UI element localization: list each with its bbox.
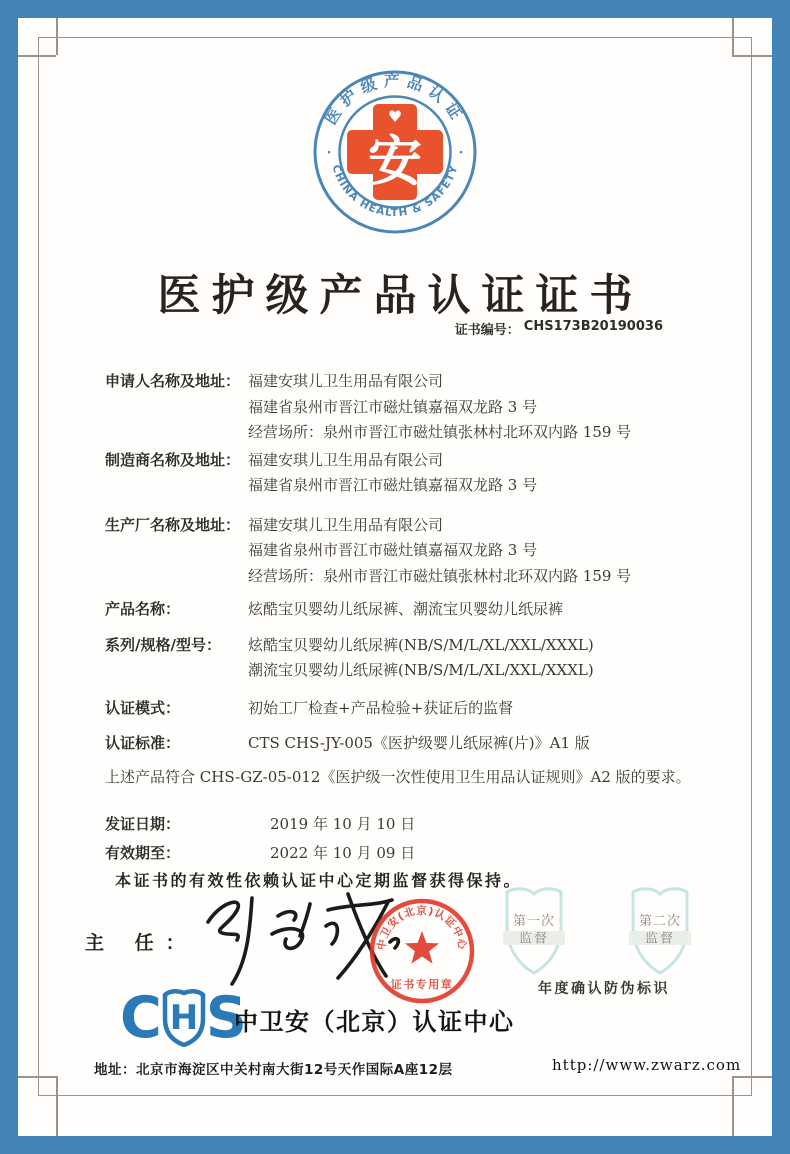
certificate-title: 医护级产品认证证书 (157, 271, 644, 321)
field-label: 生产厂名称及地址： (105, 515, 241, 534)
star-icon (405, 931, 439, 964)
field-value (248, 731, 705, 757)
official-stamp (367, 896, 477, 1006)
emblem-arc-top-text: 医护级产品认证 (321, 71, 469, 128)
field-row-series-spec (105, 633, 705, 684)
stamp-bottom-text: 证书专用章 (390, 978, 454, 991)
field-value-line: 经营场所：泉州市晋江市磁灶镇张林村北环双内路 159 号 (248, 566, 632, 585)
field-row-factory (105, 513, 705, 590)
chs-logo-letter-c: C (120, 985, 162, 1051)
field-row-cert-standard (105, 731, 705, 757)
field-value (248, 369, 705, 446)
field-value-line: CTS CHS-JY-005《医护级婴儿纸尿裤(片)》A1 版 (248, 734, 590, 752)
field-value-line: 福建省泉州市晋江市磁灶镇嘉福双龙路 3 号 (248, 541, 538, 559)
border-corner-line (732, 55, 772, 57)
emblem-dot-right: · (458, 145, 464, 161)
field-value-line: 炫酷宝贝婴幼儿纸尿裤、潮流宝贝婴幼儿纸尿裤 (248, 600, 564, 618)
field-label: 认证模式： (105, 698, 181, 717)
field-value (248, 513, 705, 590)
certification-emblem (311, 64, 479, 240)
field-value (248, 633, 705, 684)
issuer-website: http://www.zwarz.com (552, 1056, 742, 1074)
supervision-shield-2 (628, 884, 692, 978)
anti-counterfeit-caption: 年度确认防伪标识 (538, 981, 670, 997)
field-value (248, 696, 705, 722)
field-value-line: 潮流宝贝婴幼儿纸尿裤(NB/S/M/L/XL/XXL/XXXL) (248, 661, 594, 679)
validity-maintain-note: 本证书的有效性依赖认证中心定期监督获得保持。 (115, 871, 523, 890)
emblem-arc-bottom-text: CHINA HEALTH & SAFETY (329, 163, 461, 219)
border-corner-line (732, 1076, 734, 1136)
field-value-line: 福建安琪儿卫生用品有限公司 (248, 515, 444, 534)
field-value (248, 597, 705, 623)
field-label: 发证日期： (105, 815, 181, 833)
supervision-shield-1 (502, 884, 566, 978)
border-corner-line (18, 1076, 56, 1078)
border-corner-line (732, 1076, 772, 1078)
shield-text-line1: 第二次 (638, 914, 682, 929)
field-label: 产品名称： (105, 600, 181, 618)
border-corner-line (18, 55, 56, 57)
field-row-applicant (105, 369, 705, 446)
field-label: 系列/规格/型号： (105, 635, 221, 654)
field-label: 认证标准： (105, 734, 181, 752)
shield-text-line1: 第一次 (512, 914, 556, 929)
director-label: 主 任： (85, 932, 197, 954)
conformity-statement: 上述产品符合 CHS-GZ-05-012《医护级一次性使用卫生用品认证规则》A2 版的要求。 (105, 767, 691, 786)
shield-text-line2: 监督 (518, 931, 550, 947)
shield-text-line2: 监督 (644, 931, 676, 947)
heart-icon: ♥ (387, 107, 403, 126)
field-label: 制造商名称及地址： (105, 450, 241, 469)
chs-logo-shield-icon (162, 989, 206, 1047)
emblem-center-character: 安 (368, 130, 422, 193)
border-corner-line (56, 1076, 58, 1136)
chs-logo-letter-h: H (169, 998, 199, 1038)
field-row-product-name (105, 597, 705, 623)
field-label: 有效期至： (105, 843, 181, 862)
border-corner-line (732, 18, 734, 55)
field-row-manufacturer (105, 448, 705, 499)
field-value-line: 炫酷宝贝婴幼儿纸尿裤(NB/S/M/L/XL/XXL/XXXL) (248, 635, 594, 654)
field-value-line: 福建省泉州市晋江市磁灶镇嘉福双龙路 3 号 (248, 476, 538, 494)
field-row-expiry-date (105, 841, 705, 867)
stamp-ring-text: 中卫安(北京)认证中心 (375, 904, 469, 951)
field-row-cert-mode (105, 696, 705, 722)
certificate-fields (105, 369, 705, 894)
emblem-dot-left: · (326, 145, 332, 161)
field-label: 申请人名称及地址： (105, 372, 241, 390)
field-value-line: 经营场所：泉州市晋江市磁灶镇张林村北环双内路 159 号 (248, 423, 632, 441)
border-corner-line (56, 18, 58, 55)
certificate-number-label: 证书编号： (454, 323, 520, 338)
issuer-address: 地址：北京市海淀区中关村南大街12号天作国际A座12层 (94, 1062, 453, 1078)
field-value-line: 初始工厂检查+产品检验+获证后的监督 (248, 698, 514, 717)
chs-logo-letter-s: S (205, 985, 247, 1051)
issuer-name: 中卫安（北京）认证中心 (234, 1008, 515, 1036)
field-value: 2022 年 10 月 09 日 (270, 843, 416, 862)
field-value-line: 福建安琪儿卫生用品有限公司 (248, 450, 444, 469)
field-row-issue-date (105, 812, 705, 838)
field-value: 2019 年 10 月 10 日 (270, 815, 416, 833)
field-value (248, 448, 705, 499)
certificate-number (455, 319, 663, 338)
field-value-line: 福建安琪儿卫生用品有限公司 (248, 372, 444, 390)
field-value-line: 福建省泉州市晋江市磁灶镇嘉福双龙路 3 号 (248, 397, 538, 416)
certificate-number-value: CHS173B20190036 (523, 319, 663, 334)
chs-logo (120, 985, 247, 1051)
